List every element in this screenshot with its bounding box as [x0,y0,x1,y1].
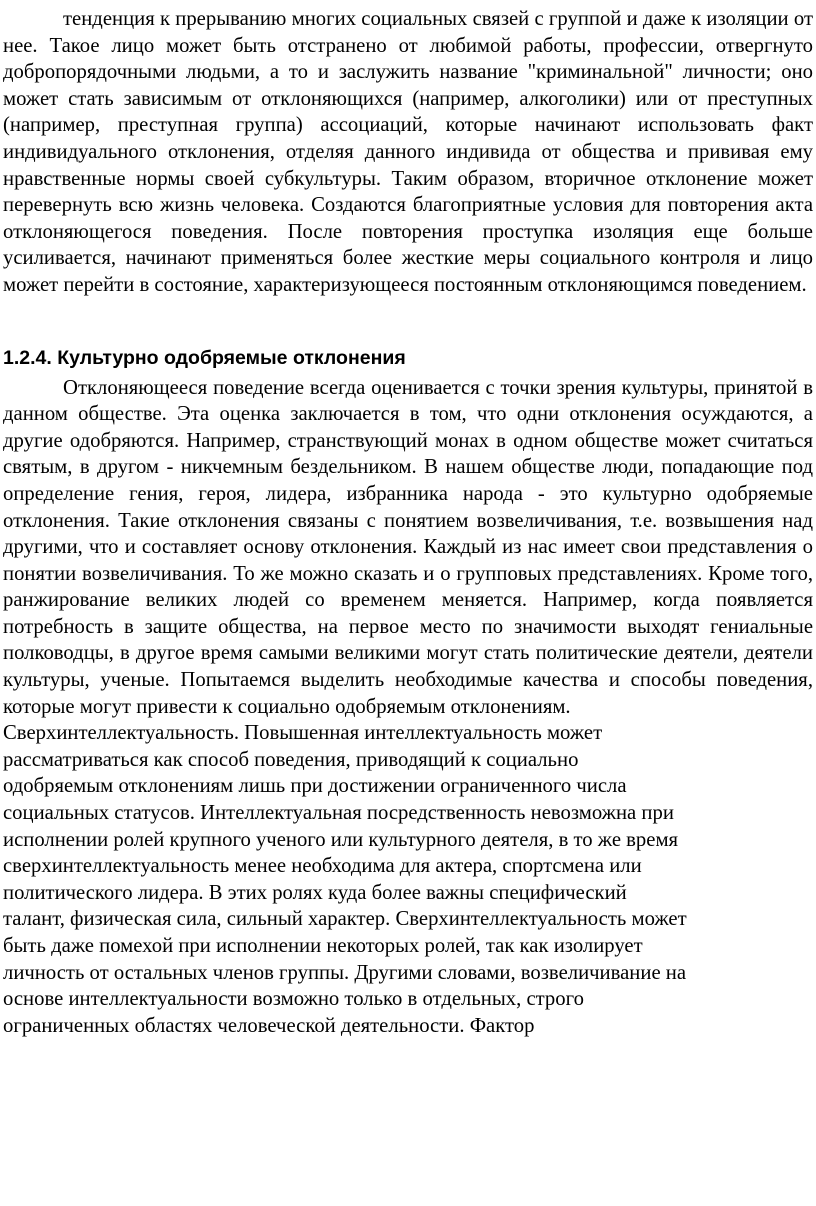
text-line: основе интеллектуальности возможно только в отдельных, строго [3,988,584,1011]
text-line: личность от остальных членов группы. Другими словами, возвеличивание на [3,961,687,984]
text-line: быть даже помехой при исполнении некоторых ролей, так как изолирует [3,935,643,957]
text-line: сверхинтеллектуальность менее необходима для актера, спортсмена или [3,855,642,878]
paragraph-spacer [3,299,813,341]
text-line: одобряемым отклонениям лишь при достижении ограниченного числа [3,775,627,798]
text-line: талант, физическая сила, сильный характер. Сверхинтеллектуальность может [3,908,687,931]
text-line: социальных статусов. Интеллектуальная посредственность невозможна при [3,802,674,825]
text-line: рассматриваться как способ поведения, приводящий к социально [3,748,579,771]
text-line: ограниченных областях человеческой деятельности. Фактор [3,1014,535,1037]
text-line: политического лидера. В этих ролях куда более важны специфический [3,881,627,904]
section-heading: 1.2.4. Культурно одобряемые отклонения [3,346,406,369]
continuation-paragraph: тенденция к прерыванию многих социальных связей с группой и даже к изоляции от нее. Такое лицо может быть отстранено от любимой работы, профессии, отвергнуто добропорядочными людьми, а то и заслужить название "криминальной" личности; оно может стать зависимым от отклоняющихся (например, алкоголики) или от преступных (например, преступная группа) ассоциаций, которые начинают использовать факт индивидуального отклонения, отделяя данного индивида от общества и прививая ему нравственные нормы своей субкультуры. Таким образом, вторичное отклонение может перевернуть всю жизнь человека. Создаются благоприятные условия для повторения акта отклоняющегося поведения. После повторения проступка изоляция еще больше усиливается, начинают применяться более жесткие меры социального контроля и лицо может перейти в состояние, характеризующееся постоянным отклоняющимся поведением. [3,8,813,296]
section-paragraph: Отклоняющееся поведение всегда оценивается с точки зрения культуры, принятой в данном обществе. Эта оценка заключается в том, что одни отклонения осуждаются, а другие одобряются. Например, странствующий монах в одном обществе может считаться святым, в другом - никчемным бездельником. В нашем обществе люди, попадающие под определение гения, героя, лидера, избранника народа - это культурно одобряемые отклонения. Такие отклонения связаны с понятием возвеличивания, т.е. возвышения над другими, что и составляет основу отклонения. Каждый из нас имеет свои представления о понятии возвеличивания. То же можно сказать и о групповых представлениях. Кроме того, ранжирование великих людей со временем меняется. Например, когда появляется потребность в защите общества, на первое место по значимости выходят гениальные полководцы, в другое время самыми великими могут стать политические деятели, деятели культуры, ученые. Попытаемся выделить необходимые качества и способы поведения, которые могут привести к социально одобряемым отклонениям. [3,376,813,718]
supraintellect-paragraph [3,720,813,1039]
text-line: исполнении ролей крупного ученого или культурного деятеля, в то же время [3,828,679,851]
text-line: Сверхинтеллектуальность. Повышенная интеллектуальность может [3,722,603,745]
